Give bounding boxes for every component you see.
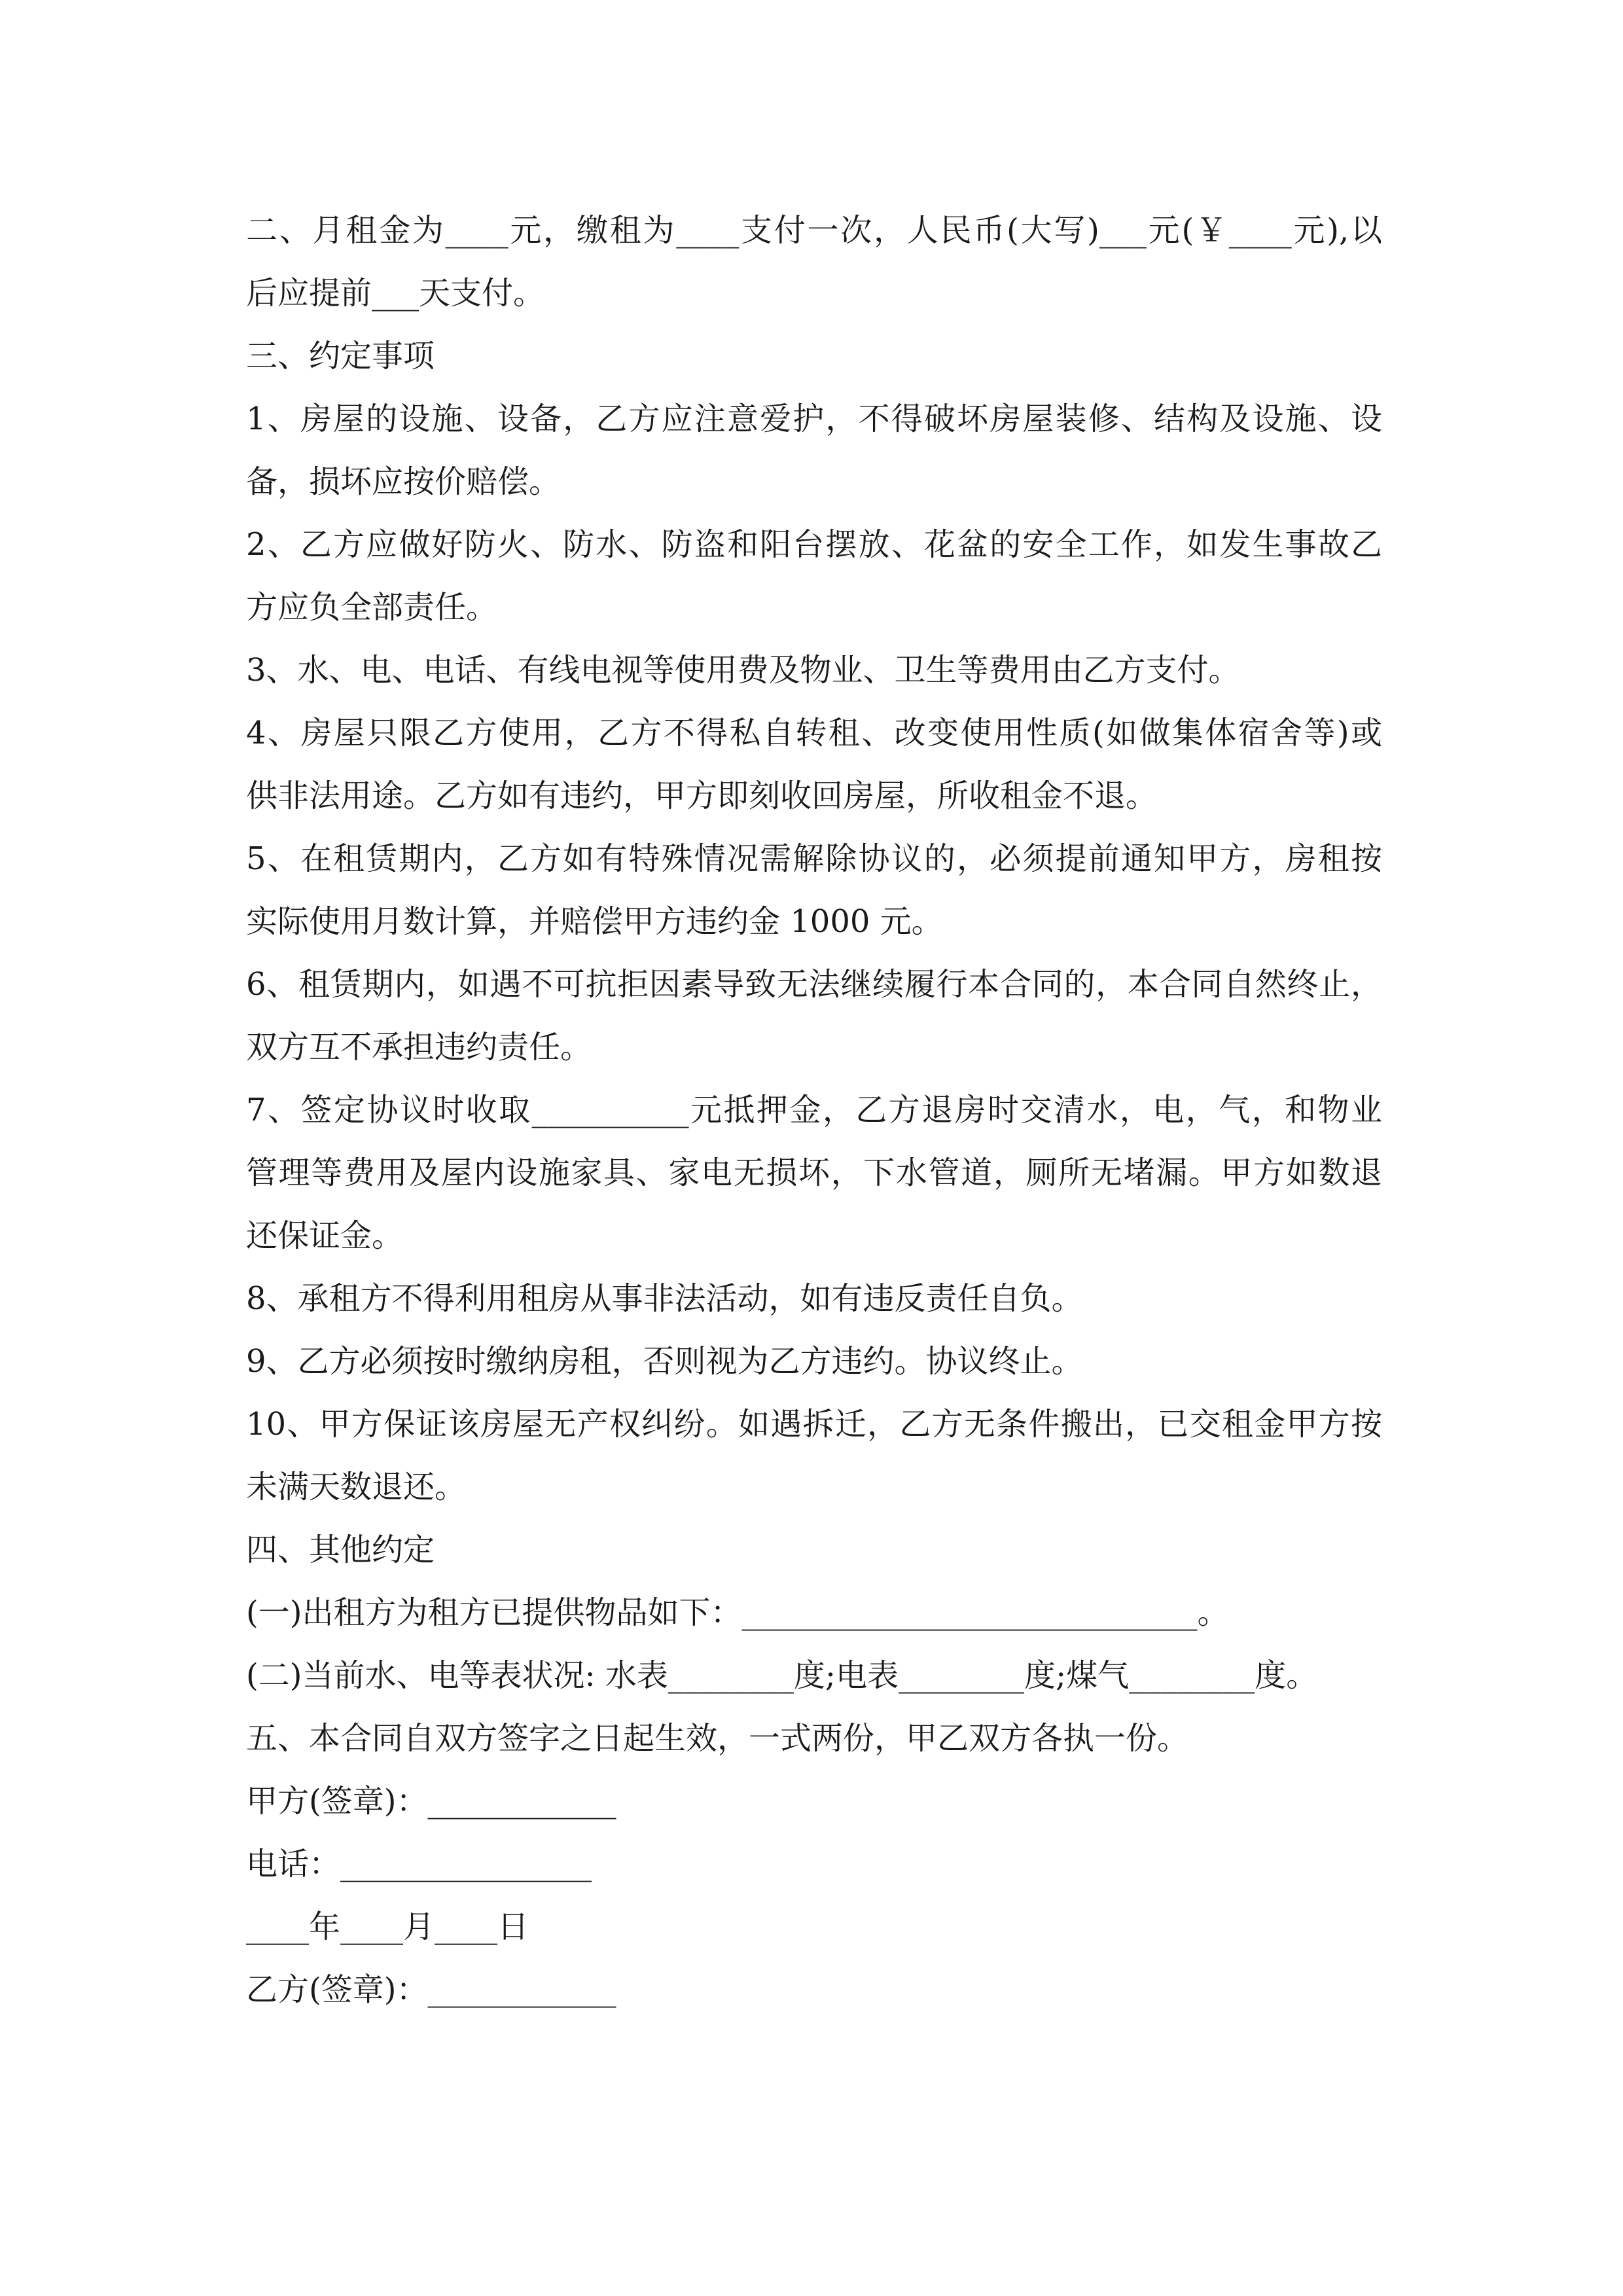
text-line: 管理等费用及屋内设施家具、家电无损坏，下水管道，厕所无堵漏。甲方如数退 <box>246 1155 1382 1191</box>
text-line: 供非法用途。乙方如有违约，甲方即刻收回房屋，所收租金不退。 <box>246 778 1158 814</box>
text-line: 10、甲方保证该房屋无产权纠纷。如遇拆迁，乙方无条件搬出，已交租金甲方按 <box>246 1406 1382 1443</box>
section-heading: 三、约定事项 <box>246 338 435 374</box>
text-line: 1、房屋的设施、设备，乙方应注意爱护，不得破坏房屋装修、结构及设施、设 <box>246 401 1382 437</box>
text-line: 4、房屋只限乙方使用，乙方不得私自转租、改变使用性质(如做集体宿舍等)或 <box>246 715 1382 751</box>
text-line: 未满天数退还。 <box>246 1469 467 1505</box>
signature-line-party-a: 甲方(签章)：____________ <box>246 1783 616 1820</box>
text-line: 7、签定协议时收取__________元抵押金，乙方退房时交清水，电，气，和物业 <box>246 1092 1382 1128</box>
text-line: 后应提前___天支付。 <box>246 275 545 312</box>
text-line: 备，损坏应按价赔偿。 <box>246 463 561 500</box>
text-line: 3、水、电、电话、有线电视等使用费及物业、卫生等费用由乙方支付。 <box>246 652 1240 689</box>
text-line: 方应负全部责任。 <box>246 589 498 626</box>
text-line: 五、本合同自双方签字之日起生效，一式两份，甲乙双方各执一份。 <box>246 1720 1189 1757</box>
text-line: 8、承租方不得利用租房从事非法活动，如有违反责任自负。 <box>246 1280 1083 1317</box>
text-line: 9、乙方必须按时缴纳房租，否则视为乙方违约。协议终止。 <box>246 1343 1083 1380</box>
date-line: ____年____月____日 <box>246 1909 529 1945</box>
text-line: 6、租赁期内，如遇不可抗拒因素导致无法继续履行本合同的，本合同自然终止， <box>246 966 1382 1003</box>
signature-line-party-b: 乙方(签章)：____________ <box>246 1971 616 2008</box>
text-line: (二)当前水、电等表状况: 水表________度;电表________度;煤气________度。 <box>246 1657 1318 1694</box>
text-line: 2、乙方应做好防火、防水、防盗和阳台摆放、花盆的安全工作，如发生事故乙 <box>246 526 1382 563</box>
text-line: (一)出租方为租方已提供物品如下：_____________________________。 <box>246 1594 1229 1631</box>
text-line: 5、在租赁期内，乙方如有特殊情况需解除协议的，必须提前通知甲方，房租按 <box>246 840 1382 877</box>
phone-line: 电话：________________ <box>246 1846 592 1882</box>
text-line: 二、月租金为____元，缴租为____支付一次，人民币(大写)___元(￥____元),以 <box>246 212 1382 249</box>
text-line: 实际使用月数计算，并赔偿甲方违约金 1000 元。 <box>246 903 943 940</box>
text-line: 还保证金。 <box>246 1217 404 1254</box>
text-line: 双方互不承担违约责任。 <box>246 1029 592 1066</box>
section-heading: 四、其他约定 <box>246 1532 435 1568</box>
